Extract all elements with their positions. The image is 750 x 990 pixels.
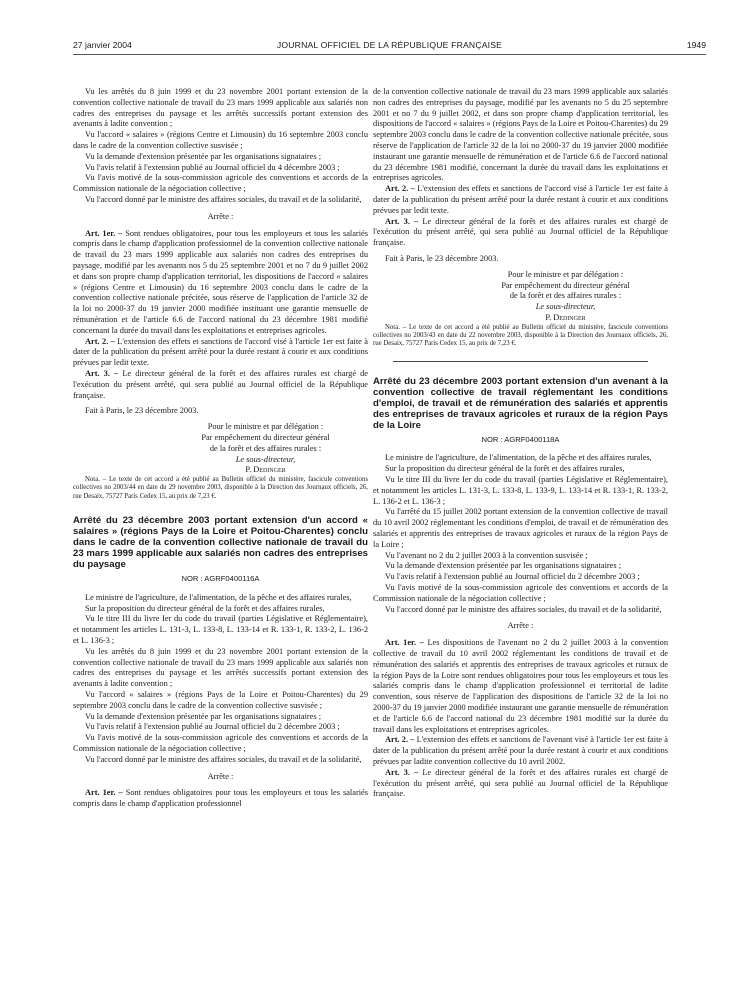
article-label: Art. 2. – [85,336,115,346]
page-header [73,40,706,54]
article-3 [373,768,668,800]
visa-paragraph: Vu l'accord donné par le ministre des affaires sociales, du travail et de la solidarité, [85,194,362,204]
article-label: Art. 1er. – [85,788,123,798]
article-label: Art. 2. – [385,184,415,194]
signature-place-date: Fait à Paris, le 23 décembre 2003. [385,253,499,263]
signature-line: Pour le ministre et par délégation : [207,422,324,432]
header-page-number: 1949 [686,40,706,50]
signature-block [463,270,668,324]
visa-paragraph: Le ministre de l'agriculture, de l'alimentation, de la pêche et des affaires rurales, [85,592,352,602]
visa-paragraph: Vu l'accord « salaires » (régions Pays de la Loire et Poitou-Charentes) du 29 septembre 2003 conclu dans le cadre de la convention collective susvisée ; [73,689,368,710]
decree-title: Arrêté du 23 décembre 2003 portant extension d'un accord « salaires » (régions Pays de la Loire et Poitou-Charentes) conclu dans le cadre de la convention collective nationale de travail du 23 mars 1999 applicable aux salariés non cadres des entreprises du paysage [73,514,368,570]
visa-paragraph: Vu le titre III du livre Ier du code du travail (parties Législative et Réglementaire), et notamment les articles L. 131-3, L. 133-8, L. 133-9, L. 133-14 et R. 133-1, R. 133-2, L. 136-2 et L. 136-3 ; [373,475,668,506]
article-3 [73,369,368,401]
article-1 [73,788,368,810]
visa-paragraph: Vu l'accord « salaires » (régions Centre et Limousin) du 16 septembre 2003 conclu dans le cadre de la convention collective susvisée ; [73,130,368,150]
article-text: L'extension des effets et sanctions de l'avenant visé à l'article 1er est faite à dater de la publication du présent arrêté pour la durée restant à courir et aux conditions prévues par ladite convention collective du 10 avril 2002. [373,735,668,766]
visa-paragraph: Vu l'avis relatif à l'extension publié au Journal officiel du 2 décembre 2003 ; [85,722,340,732]
header-date: 27 janvier 2004 [73,40,132,50]
article-text: Sont rendues obligatoires, pour tous les employeurs et tous les salariés compris dans le champ d'application professionnel de la convention collective nationale de travail du 23 mars 1999 applicable aux salariés non cadres des entreprises du paysage, modifié par les avenants nos 5 du 25 septembre 2001 et no 7 du 9 juillet 2002 et dans son propre champ d'application territorial, les dispositions de l'accord « salaires » (régions Centre et Limousin) du 16 septembre 2003 conclu dans le cadre de la convention collective nationale précitée, sous réserve de l'application de l'article 32 de la loi no 2000-37 du 19 janvier 2000 modifiée instituant une garantie mensuelle de rémunération et de l'article 6.6 de l'accord national du 23 décembre 1981 modifié concernant la durée du travail dans les exploitations et entreprises agricoles. [73,228,368,335]
visa-paragraph: Vu les arrêtés du 8 juin 1999 et du 23 novembre 2001 portant extension de la convention collective nationale de travail du 23 mars 1999 applicable aux salariés non cadres des entreprises du paysage et les arrêtés successifs portant extension des avenants à ladite convention ; [73,87,368,129]
visa-paragraph: Vu l'avis motivé de la sous-commission agricole des conventions et accords de la Commission nationale de la négociation collective ; [373,582,668,603]
article-label: Art. 3. – [85,368,119,378]
article-2 [373,735,668,767]
signature-block [163,422,368,476]
article-text: Le directeur général de la forêt et des affaires rurales est chargé de l'exécution du présent arrêté, qui sera publié au Journal officiel de la République française. [373,216,668,248]
decree-title: Arrêté du 23 décembre 2003 portant extension d'un avenant à la convention collective de travail réglementant les conditions d'emploi, de travail et de rémunération des salariés et apprentis des entreprises de travaux agricoles et ruraux de la région Pays de la Loire [373,375,668,431]
header-journal-title: JOURNAL OFFICIEL DE LA RÉPUBLIQUE FRANÇAISE [276,40,503,50]
nota-note: Nota. – Le texte de cet accord a été publié au Bulletin officiel du ministère, fascicule conventions collectives no 2003/44 en date du 29 novembre 2003, disponible à la Direction des Journaux officiels, 26, rue Desaix, 75727 Paris Cedex 15, au prix de 7,23 €. [73,476,368,500]
left-column [73,87,368,810]
visa-paragraph: Vu l'accord donné par le ministre des affaires sociales, du travail et de la solidarité, [85,754,362,764]
arrete-heading: Arrête : [207,211,234,221]
signatory-name: P. Dedinger [245,465,286,475]
nota-note: Nota. – Le texte de cet accord a été publié au Bulletin officiel du ministère, fascicule conventions collectives no 2003/43 en date du 22 novembre 2003, disponible à la Direction des Journaux officiels, 26, rue Desaix, 75727 Paris Cedex 15, au prix de 7,23 €. [373,323,668,348]
section-divider [393,361,648,362]
article-1 [73,229,368,337]
signature-line: Le sous-directeur, [235,454,296,464]
visa-paragraph: Vu l'avis motivé de la sous-commission agricole des conventions et accords de la Commission nationale de la négociation collective ; [73,733,368,753]
header-rule [73,54,706,55]
visa-paragraph: Le ministre de l'agriculture, de l'alimentation, de la pêche et des affaires rurales, [385,453,652,463]
signature-line: Par empêchement du directeur général [201,432,330,442]
signature-line: de la forêt et des affaires rurales : [509,291,622,301]
visa-paragraph: Vu l'arrêté du 15 juillet 2002 portant extension de la convention collective de travail du 10 avril 2002 réglementant les conditions d'emploi, de travail et de rémunération des salariés et apprentis des entreprises de travaux agricoles et ruraux de la région Pays de la Loire ; [373,507,668,549]
article-label: Art. 3. – [385,767,419,777]
nor-reference: NOR : AGRF0400116A [181,573,260,583]
article-2 [373,184,668,216]
article-3 [373,217,668,249]
visa-paragraph: Vu la demande d'extension présentée par les organisations signataires ; [385,561,622,571]
visa-paragraph: Vu l'avenant no 2 du 2 juillet 2003 à la convention susvisée ; [385,550,588,560]
visa-paragraph: Sur la proposition du directeur général de la forêt et des affaires rurales, [385,464,625,474]
continued-paragraph: de la convention collective nationale de travail du 23 mars 1999 applicable aux salariés non cadres des entreprises du paysage, modifié par les avenants no 5 du 25 septembre 2001 et no 7 du 9 juillet 2002, et dans son propre champ d'application territorial, les dispositions de l'accord « salaires » (régions Pays de la Loire et Poitou-Charentes) du 29 septembre 2003 conclu dans le cadre de la convention collective nationale précitée, sous réserve de l'application de l'article 32 de la loi no 2000-37 du 19 janvier 2000 modifiée instaurant une garantie mensuelle de rémunération et de l'article 6.6 de l'accord national du 23 décembre 1981 modifié, concernant la durée du travail dans les exploitations et entreprises agricoles. [373,87,668,183]
signature-place-date: Fait à Paris, le 23 décembre 2003. [85,406,199,416]
article-text: Le directeur général de la forêt et des affaires rurales est chargé de l'exécution du présent arrêté, qui sera publié au Journal officiel de la République française. [373,767,668,799]
article-label: Art. 1er. – [85,228,123,238]
signature-line: Le sous-directeur, [535,302,596,312]
visa-paragraph: Vu la demande d'extension présentée par les organisations signataires ; [85,151,322,161]
article-text: Sont rendues obligatoires pour tous les employeurs et tous les salariés compris dans le champ d'application professionnel [73,788,368,809]
visa-paragraph: Vu le titre III du livre Ier du code du travail (parties Législative et Réglementaire), et notamment les articles L. 131-3, L. 133-8, L. 133-14 et R. 133-1, R. 133-2, L. 136-2 et L. 136-3 ; [73,614,368,645]
visa-paragraph: Sur la proposition du directeur général de la forêt et des affaires rurales, [85,603,325,613]
nor-reference: NOR : AGRF0400118A [481,434,560,444]
visa-paragraph: Vu l'avis motivé de la sous-commission agricole des conventions et accords de la Commission nationale de la négociation collective ; [73,173,368,194]
signatory-name: P. Dedinger [545,312,586,322]
article-text: Le directeur général de la forêt et des affaires rurales est chargé de l'exécution du présent arrêté, qui sera publié au Journal officiel de la République française. [73,368,368,400]
signature-line: de la forêt et des affaires rurales : [209,443,322,453]
visa-paragraph: Vu la demande d'extension présentée par les organisations signataires ; [85,711,322,721]
signature-line: Par empêchement du directeur général [501,280,630,290]
article-text: Les dispositions de l'avenant no 2 du 2 juillet 2003 à la convention collective de travail du 10 avril 2002 réglementant les conditions de travail et de rémunération des salariés et apprentis des entreprises de travaux agricoles et ruraux de la région Pays de la Loire sont rendues obligatoires pour tous les employeurs et tous les salariés compris dans le champ d'application professionnel et territorial de ladite convention, sous réserve de l'application des dispositions de l'article 32 de la loi no 2000-37 du 19 janvier 2000 modifiée instaurant une garantie mensuelle de rémunération et de l'article 6.6 de l'accord national du 23 décembre 1981 modifié sur la durée du travail dans les exploitations et entreprises agricoles. [373,638,669,734]
arrete-heading: Arrête : [507,621,534,631]
visa-paragraph: Vu l'avis relatif à l'extension publié au Journal officiel du 2 décembre 2003 ; [385,572,640,582]
article-label: Art. 3. – [385,216,419,226]
right-column [373,87,668,800]
visa-paragraph: Vu l'avis relatif à l'extension publié au Journal officiel du 4 décembre 2003 ; [85,162,340,172]
signature-line: Pour le ministre et par délégation : [507,269,624,279]
article-label: Art. 2. – [385,735,415,745]
article-text: L'extension des effets et sanctions de l'accord visé à l'article 1er est faite à dater de la publication du présent arrêté pour la durée restant à courir et aux conditions prévues par ledit texte. [73,336,368,368]
article-label: Art. 1er. – [385,638,424,648]
article-text: L'extension des effets et sanctions de l'accord visé à l'article 1er est faite à dater de la publication du présent arrêté pour la durée restant à courir et aux conditions prévues par ledit texte. [373,184,668,215]
article-2 [73,337,368,369]
arrete-heading: Arrête : [207,771,234,781]
visa-paragraph: Vu l'accord donné par le ministre des affaires sociales, du travail et de la solidarité, [385,604,662,614]
article-1 [373,638,668,735]
visa-paragraph: Vu les arrêtés du 8 juin 1999 et du 23 novembre 2001 portant extension de la convention collective nationale de travail du 23 mars 1999 applicable aux salariés non cadres des entreprises du paysage et les arrêtés successifs portant extension des avenants à ladite convention ; [73,646,368,689]
